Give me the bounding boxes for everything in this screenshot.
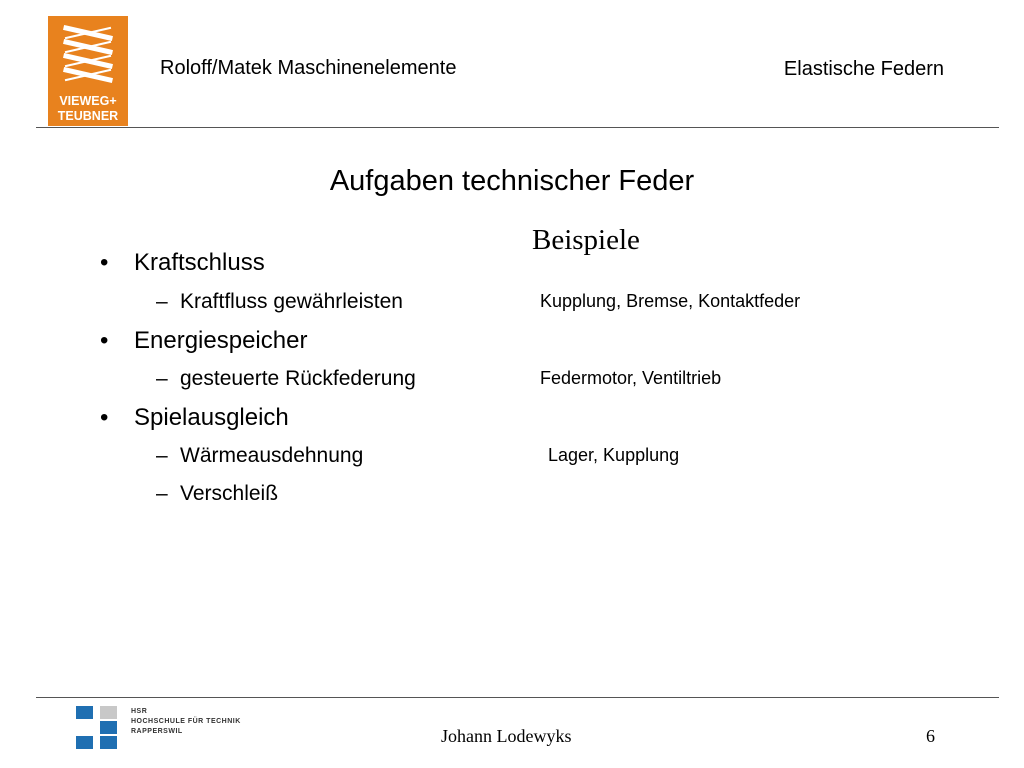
slide-title: Aufgaben technischer Feder — [329, 165, 695, 197]
author-name: Johann Lodewyks — [441, 726, 572, 746]
sub-bullet-label: Wärmeausdehnung — [180, 444, 364, 467]
spring-logo-icon — [48, 16, 128, 126]
chapter-title: Elastische Federn — [783, 58, 944, 80]
bullet-item: • Kraftschluss — [100, 249, 265, 276]
examples-heading: Beispiele — [532, 224, 640, 256]
sub-bullet-item: – gesteuerte Rückfederung — [156, 367, 416, 390]
sub-bullet-label: Kraftfluss gewährleisten — [180, 290, 403, 313]
book-title: Roloff/Matek Maschinenelemente — [160, 57, 457, 79]
example-text: Kupplung, Bremse, Kontaktfeder — [540, 291, 801, 311]
header-divider — [36, 127, 999, 128]
bullet-label: Energiespeicher — [134, 327, 308, 354]
logo-text-line-2: TEUBNER — [57, 109, 119, 123]
sub-bullet-item: – Wärmeausdehnung — [156, 444, 364, 467]
institution-name — [131, 707, 241, 737]
hsr-logo — [76, 706, 122, 757]
logo-text-line-1: VIEWEG+ — [59, 94, 117, 108]
bullet-item: • Spielausgleich — [100, 404, 289, 431]
institution-line: RAPPERSWIL — [131, 728, 183, 735]
page-number: 6 — [926, 726, 935, 746]
sub-bullet-item: – Verschleiß — [156, 482, 279, 505]
hsr-squares-icon — [76, 706, 122, 752]
sub-bullet-label: Verschleiß — [180, 482, 279, 505]
footer-divider — [36, 697, 999, 698]
institution-line: HOCHSCHULE FÜR TECHNIK — [131, 718, 241, 725]
bullet-item: • Energiespeicher — [100, 327, 308, 354]
example-text: Federmotor, Ventiltrieb — [540, 368, 722, 388]
bullet-label: Spielausgleich — [134, 404, 289, 431]
example-text: Lager, Kupplung — [548, 445, 680, 465]
publisher-logo — [48, 16, 128, 126]
bullet-label: Kraftschluss — [134, 249, 265, 276]
sub-bullet-label: gesteuerte Rückfederung — [180, 367, 416, 390]
sub-bullet-item: – Kraftfluss gewährleisten — [156, 290, 403, 313]
institution-line: HSR — [131, 708, 148, 715]
